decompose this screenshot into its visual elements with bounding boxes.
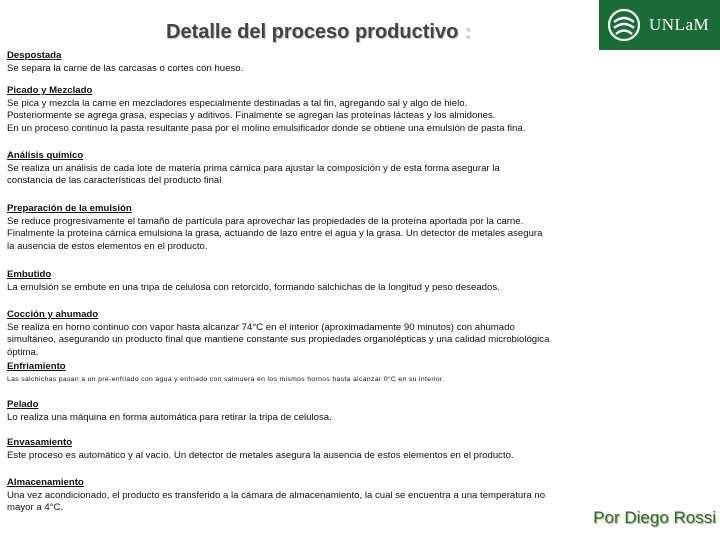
section-line: Lo realiza una máquina en forma automática para retirar la tripa de celulosa. [7, 411, 332, 423]
section-line: Una vez acondicionado, el producto es transferido a la cámara de almacenamiento, la cual se encuentra a una temperatura no [7, 489, 546, 501]
section-line: Se reduce progresivamente el tamaño de partícula para aprovechar las propiedades de la proteína aportada por la carne. [7, 215, 524, 227]
slide-title [166, 21, 471, 44]
section-heading: Picado y Mezclado [7, 85, 93, 96]
section-line: Se separa la carne de las carcasas o cortes con hueso. [7, 62, 244, 74]
section-heading: Enfriamiento [7, 361, 66, 372]
section-heading: Embutido [7, 269, 52, 280]
section-preparacion-emulsion [7, 203, 707, 253]
section-heading: Almacenamiento [7, 477, 84, 488]
section-analisis-quimico [7, 150, 707, 188]
section-line: Se realiza en horno continuo con vapor hasta alcanzar 74°C en el interior (aproximadamente 90 minutos) con ahumado [7, 321, 515, 333]
section-line: Se realiza un análisis de cada lote de materia prima cárnica para ajustar la composición y de esta forma asegurar la [7, 162, 500, 174]
slide-title-colon: : [464, 21, 471, 43]
university-logo [599, 0, 720, 50]
author-credit: Por Diego Rossi [593, 508, 716, 527]
section-heading: Preparación de la emulsión [7, 203, 132, 214]
section-despostada [7, 50, 707, 75]
section-line: mayor a 4°C. [7, 502, 64, 514]
section-envasamiento [7, 437, 707, 462]
section-line: En un proceso continuo la pasta resultante pasa por el molino emulsificador donde se obtiene una emulsión de pasta fina. [7, 122, 526, 134]
section-heading: Despostada [7, 50, 62, 61]
section-heading: Pelado [7, 399, 39, 410]
section-line: La emulsión se embute en una tripa de celulosa con retorcido, formando salchichas de la longitud y peso deseados. [7, 281, 500, 293]
section-line: Finalmente la proteína cárnica emulsiona la grasa, actuando de lazo entre el agua y la grasa. Un detector de metales asegura [7, 228, 543, 240]
logo-text: UNLaM [649, 15, 710, 34]
unlam-emblem-icon [607, 8, 641, 42]
section-heading: Análisis químico [7, 150, 84, 161]
section-pelado [7, 399, 707, 424]
section-embutido [7, 269, 707, 294]
section-picado-mezclado [7, 85, 707, 135]
section-enfriamiento [7, 361, 707, 386]
section-line: la ausencia de estos elementos en el producto. [7, 240, 208, 252]
section-line: constancia de las características del producto final [7, 175, 222, 187]
section-line: óptima. [7, 346, 39, 358]
section-line: Se pica y mezcla la carne en mezcladores especialmente destinadas a tal fin, agregando sal y algo de hielo. [7, 97, 468, 109]
section-line: Este proceso es automático y al vacío. Un detector de metales asegura la ausencia de estos elementos en el producto. [7, 449, 514, 461]
slide-title-text: Detalle del proceso productivo [166, 21, 459, 43]
section-heading: Cocción y ahumado [7, 309, 99, 320]
section-heading: Envasamiento [7, 437, 73, 448]
section-line: Las salchichas pasan a un pre-enfriado con agua y enfriado con salmuera en los mismos hornos hasta alcanzar 0°C en su interior. [7, 375, 445, 383]
section-line: Posteriormente se agrega grasa, especias y aditivos. Finalmente se agregan las proteínas lácteas y los almidones. [7, 110, 496, 122]
section-coccion-ahumado [7, 309, 707, 359]
section-line: simultáneo, asegurando un producto final que mantiene constante sus propiedades organolépticas y una calidad microbiológica [7, 334, 550, 346]
